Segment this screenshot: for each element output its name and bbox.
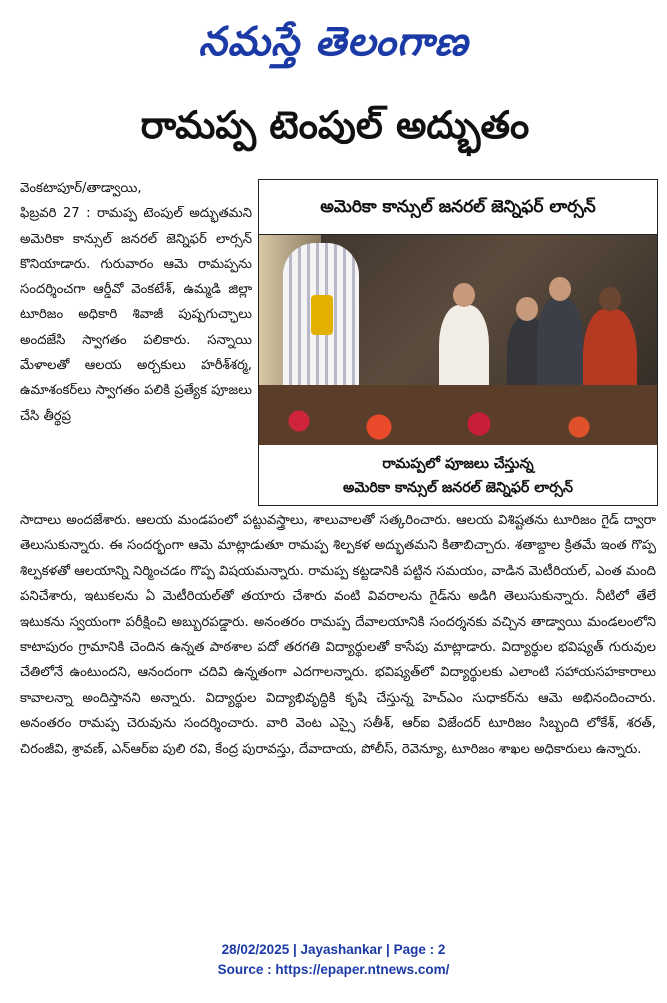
page-footer [0,940,667,980]
photo-caption-line: రామప్పలో పూజలు చేస్తున్న [382,456,534,472]
photo-person-head [516,297,538,321]
article-column-left [20,176,252,429]
photo-person-head [453,283,475,307]
article-headline: రామప్ప టెంపుల్ అద్భుతం [140,103,530,147]
photo-person-head [549,277,571,301]
footer-edition-info: 28/02/2025 | Jayashankar | Page : 2 [221,942,446,957]
temple-photo [259,235,657,445]
article-dateline: వెంకటాపూర్/తాడ్వాయి, [20,181,142,196]
masthead-logo: నమస్తే తెలంగాణ [198,18,469,65]
article-column-text: ఫిబ్రవరి 27 : రామప్ప టెంపుల్ అద్భుతమని అమెరికా కాన్సుల్ జనరల్ జెన్నిఫర్ లార్సన్ కొనియాడారు. గురువారం ఆమె రామప్పను సందర్శించగా ఆర్డీవో వెంకటేశ్, ఉమ్మడి జిల్లా టూరిజం అధికారి శివాజీ పుష్పగుచ్ఛాలు అందజేసి స్వాగతం పలికారు. సన్నాయి మేళాలతో ఆలయ అర్చకులు హరీశ్‌శర్మ, ఉమాశంకర్‌లు స్వాగతం పలికి ప్రత్యేక పూజలు చేసి తీర్థప్ర [20,206,252,424]
photo-namam-mark [311,295,333,335]
photo-header: అమెరికా కాన్సుల్ జనరల్ జెన్నిఫర్ లార్సన్ [259,180,657,235]
article-body-text: సాదాలు అందజేశారు. ఆలయ మండపంలో పట్టువస్త్రాలు, శాలువాలతో సత్కరించారు. ఆలయ విశిష్టతను టూరిజం గైడ్ ద్వారా తెలుసుకున్నారు. ఈ సందర్భంగా ఆమె మాట్లాడుతూ రామప్ప శిల్పకళ అద్భుతమని కితాబిచ్చారు. శతాబ్దాల క్రితమే ఇంత గొప్ప శిల్పకళతో ఆలయాన్ని నిర్మించడం గొప్ప విషయమన్నారు. రామప్ప కట్టడానికి పట్టిన సమయం, వాడిన మెటీరియల్, ఎంత మంది పనిచేశారు, ఇటుకలను ఏ మెటీరియల్‌తో తయారు చేశారు వంటి వివరాలను గైడ్‌ను అడిగి తెలుసుకున్నారు. నీటిలో తేలే ఇటుకను స్వయంగా పరీక్షించి అబ్బురపడ్డారు. అనంతరం రామప్ప దేవాలయానికి సందర్శనకు వచ్చిన తాడ్వాయి మండలంలోని కాటాపురం గ్రామానికి చెందిన ఉన్నత పాఠశాల పదో తరగతి విద్యార్థులతో కాసేపు మాట్లాడారు. విద్యార్థుల భవిష్యత్ గురువుల చేతిలోనే ఉంటుందని, ఆనందంగా చదివి ఉన్నతంగా ఎదగాలన్నారు. భవిష్యత్‌లో విద్యార్థులకు ఎలాంటి సహాయసహకారాలు కావాలన్నా అందిస్తానని అన్నారు. విద్యార్థుల విద్యాభివృద్ధికి కృషి చేస్తున్న హెచ్‌ఎం సుధాకర్‌ను ఆమె అభినందించారు. అనంతరం రామప్ప చెరువును సందర్శించారు. వారి వెంట ఎస్సై సతీశ్, ఆర్‌ఐ విజేందర్ టూరిజం సిబ్బంది లోకేశ్, శరత్, చిరంజీవి, శ్రావణ్, ఎన్‌ఆర్‌ఐ పులి రవి, కేంద్ర పురావస్తు, దేవాదాయ, పోలీస్, రెవెన్యూ, టూరిజం శాఖల అధికారులు ఉన్నారు. [20,513,656,757]
photo-person-head [599,287,621,311]
photo-caption [259,445,657,500]
photo-box [258,179,658,506]
footer-source: Source : https://epaper.ntnews.com/ [217,962,450,977]
photo-flowers [259,385,657,445]
photo-caption-line: అమెరికా కాన్సుల్ జనరల్ జెన్నిఫర్ లార్సన్ [343,480,573,496]
article-body [20,508,656,762]
